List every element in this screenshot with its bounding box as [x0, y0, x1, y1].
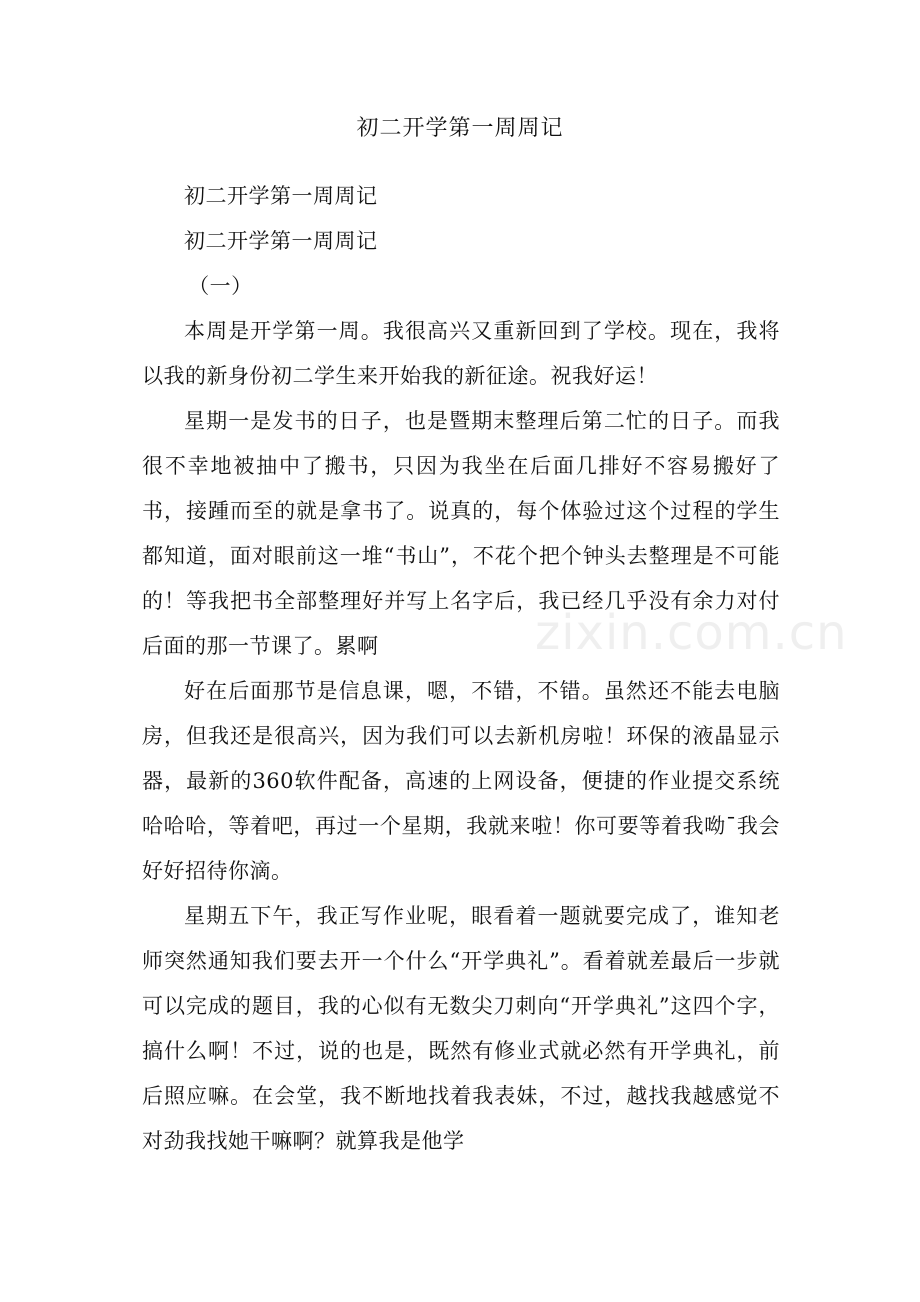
- document-title: 初二开学第一周周记: [356, 116, 564, 141]
- watermark: zixin.com.cn: [535, 605, 848, 661]
- subtitle-line-2: 初二开学第一周周记: [184, 229, 378, 253]
- paragraph-friday: 星期五下午，我正写作业呢，眼看着一题就要完成了，谁知老师突然通知我们要去开一个什么“开学典礼”。看着就差最后一步就可以完成的题目，我的心似有无数尖刀刺向“开学典礼”这四个字，搞什么啊！不过，说的也是，既然有修业式就必然有开学典礼，前后照应嘛。在会堂，我不断地找着我表妹，不过，越找我越感觉不对劲我找她干嘛啊？就算我是他学: [142, 904, 780, 1153]
- subtitle-line-1: 初二开学第一周周记: [184, 184, 378, 208]
- document-body: [142, 174, 780, 1164]
- paragraph-info-class: 好在后面那节是信息课，嗯，不错，不错。虽然还不能去电脑房，但我还是很高兴，因为我们可以去新机房啦！环保的液晶显示器，最新的360软件配备，高速的上网设备，便捷的作业提交系统哈哈哈，等着吧，再过一个星期，我就来啦！你可要等着我呦¯我会好好招待你滴。: [142, 679, 780, 883]
- paragraph-intro: 本周是开学第一周。我很高兴又重新回到了学校。现在，我将以我的新身份初二学生来开始我的新征途。祝我好运！: [142, 319, 780, 388]
- section-marker: （一）: [188, 274, 253, 298]
- paragraph-monday: 星期一是发书的日子，也是暨期末整理后第二忙的日子。而我很不幸地被抽中了搬书，只因为我坐在后面几排好不容易搬好了书，接踵而至的就是拿书了。说真的，每个体验过这个过程的学生都知道，面对眼前这一堆“书山”，不花个把个钟头去整理是不可能的！等我把书全部整理好并写上名字后，我已经几乎没有余力对付后面的那一节课了。累啊: [142, 409, 780, 658]
